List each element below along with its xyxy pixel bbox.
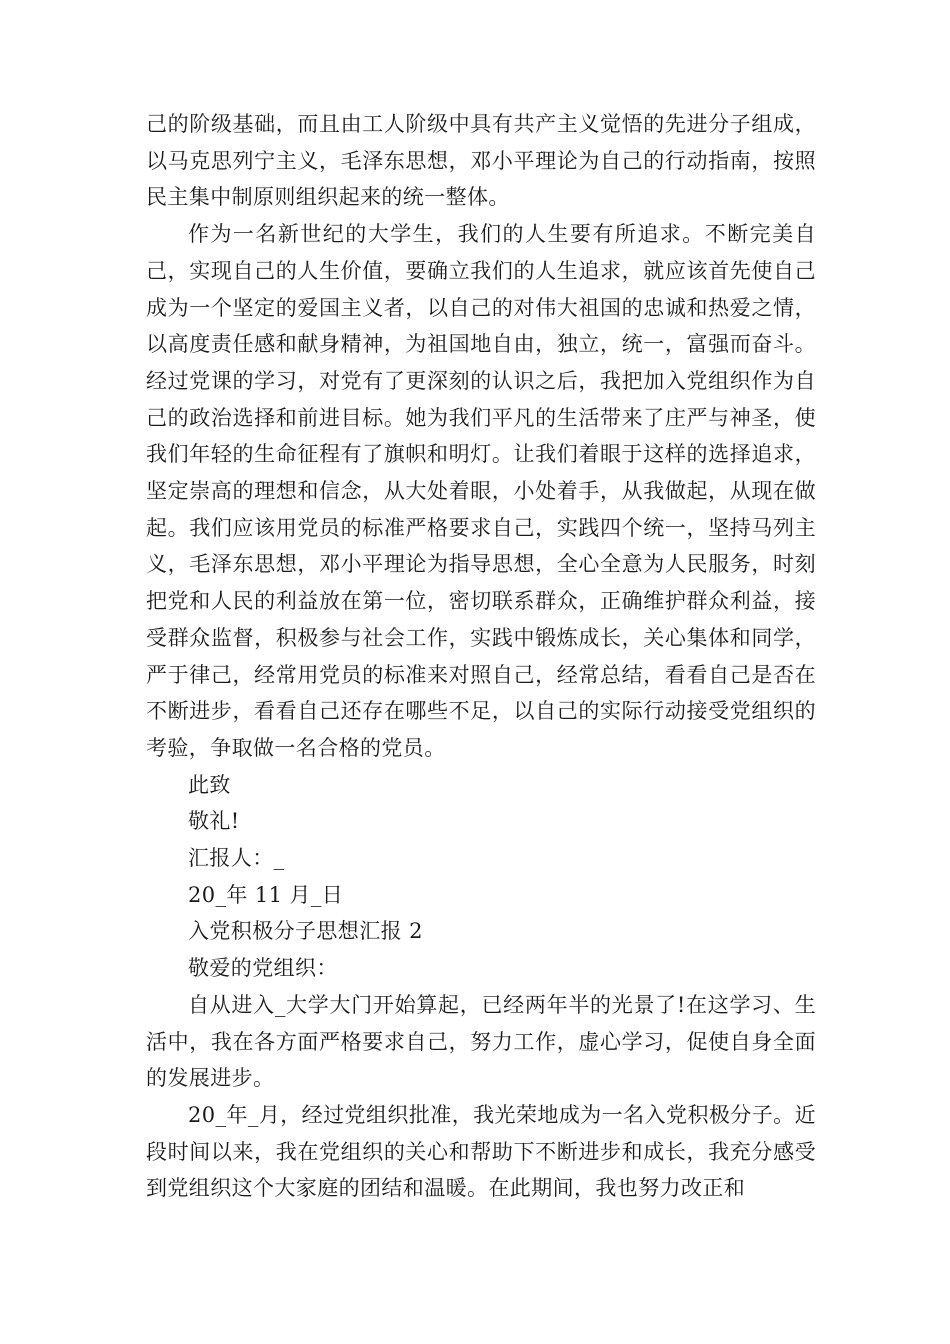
date-line: 20_年 11 月_日	[188, 882, 344, 907]
document-page	[146, 106, 816, 1207]
closing-salutation: 此致	[188, 772, 231, 797]
closing-regards: 敬礼!	[188, 809, 240, 834]
paragraph-enrollment: 自从进入_大学大门开始算起，已经两年半的光景了!在这学习、生活中，我在各方面严格要求自己，努力工作，虚心学习，促使自身全面的发展进步。	[146, 992, 816, 1091]
reporter-line: 汇报人：_	[188, 846, 285, 871]
paragraph-university-student: 作为一名新世纪的大学生，我们的人生要有所追求。不断完美自己，实现自己的人生价值，要确立我们的人生追求，就应该首先使自己成为一个坚定的爱国主义者，以自己的对伟大祖国的忠诚和热爱之情，以高度责任感和献身精神，为祖国地自由，独立，统一，富强而奋斗。经过党课的学习，对党有了更深刻的认识之后，我把加入党组织作为自己的政治选择和前进目标。她为我们平凡的生活带来了庄严与神圣，使我们年轻的生命征程有了旗帜和明灯。让我们着眼于这样的选择追求，坚定崇高的理想和信念，从大处着眼，小处着手，从我做起，从现在做起。我们应该用党员的标准严格要求自己，实践四个统一，坚持马列主义，毛泽东思想，邓小平理论为指导思想，全心全意为人民服务，时刻把党和人民的利益放在第一位，密切联系群众，正确维护群众利益，接受群众监督，积极参与社会工作，实践中锻炼成长，关心集体和同学，严于律己，经常用党员的标准来对照自己，经常总结，看看自己是否在不断进步，看看自己还存在哪些不足，以自己的实际行动接受党组织的考验，争取做一名合格的党员。	[146, 222, 816, 760]
section-title: 入党积极分子思想汇报 2	[188, 919, 423, 944]
paragraph-continuation: 己的阶级基础，而且由工人阶级中具有共产主义觉悟的先进分子组成，以马克思列宁主义，毛泽东思想，邓小平理论为自己的行动指南，按照民主集中制原则组织起来的统一整体。	[146, 112, 816, 210]
greeting-line: 敬爱的党组织：	[188, 956, 338, 981]
paragraph-activist: 20_年_月，经过党组织批准，我光荣地成为一名入党积极分子。近段时间以来，我在党组织的关心和帮助下不断进步和成长，我充分感受到党组织这个大家庭的团结和温暖。在此期间，我也努力改正和	[146, 1102, 816, 1201]
